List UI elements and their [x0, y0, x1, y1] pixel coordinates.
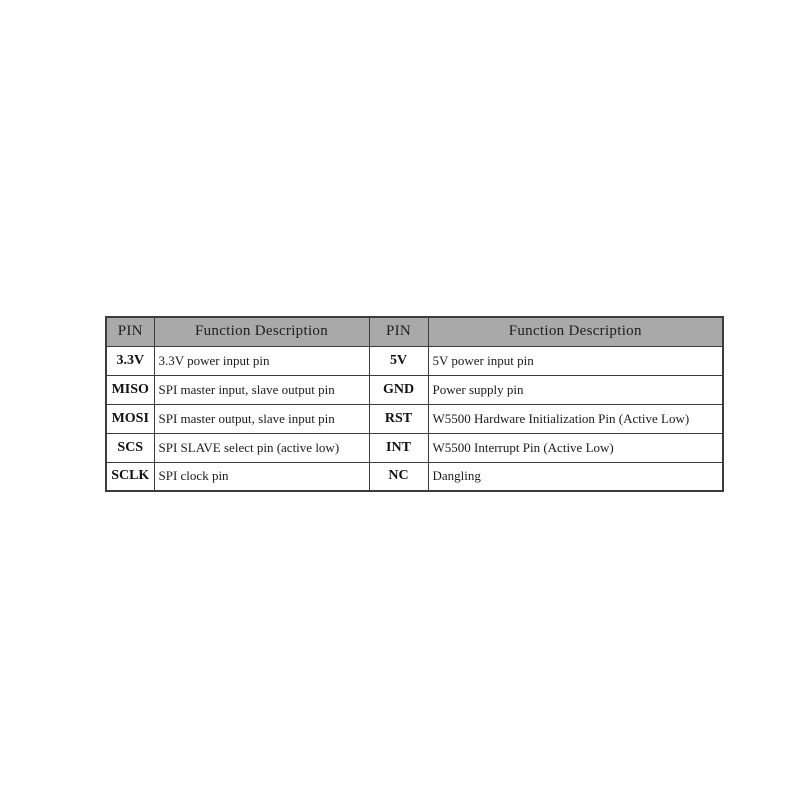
- pin-name-cell: MOSI: [106, 404, 154, 433]
- pin-desc-cell: SPI master output, slave input pin: [154, 404, 369, 433]
- table-row: [106, 462, 723, 491]
- pin-desc-cell: W5500 Hardware Initialization Pin (Active Low): [428, 404, 723, 433]
- table-row: [106, 375, 723, 404]
- pin-desc-cell: Power supply pin: [428, 375, 723, 404]
- pin-name-cell: SCLK: [106, 462, 154, 491]
- pinout-table-container: [105, 316, 724, 492]
- pin-name-cell: RST: [369, 404, 428, 433]
- pin-desc-cell: SPI master input, slave output pin: [154, 375, 369, 404]
- pin-name-cell: INT: [369, 433, 428, 462]
- pinout-table: [105, 316, 724, 492]
- pin-name-cell: NC: [369, 462, 428, 491]
- pin-name-cell: SCS: [106, 433, 154, 462]
- pin-name-cell: GND: [369, 375, 428, 404]
- pin-name-cell: 3.3V: [106, 346, 154, 375]
- header-desc-left: Function Description: [154, 317, 369, 346]
- header-pin-right: PIN: [369, 317, 428, 346]
- header-pin-left: PIN: [106, 317, 154, 346]
- table-header-row: [106, 317, 723, 346]
- pin-name-cell: MISO: [106, 375, 154, 404]
- table-row: [106, 404, 723, 433]
- table-row: [106, 346, 723, 375]
- table-row: [106, 433, 723, 462]
- pin-desc-cell: SPI SLAVE select pin (active low): [154, 433, 369, 462]
- pin-desc-cell: SPI clock pin: [154, 462, 369, 491]
- pin-desc-cell: W5500 Interrupt Pin (Active Low): [428, 433, 723, 462]
- pin-name-cell: 5V: [369, 346, 428, 375]
- pin-desc-cell: 3.3V power input pin: [154, 346, 369, 375]
- pin-desc-cell: 5V power input pin: [428, 346, 723, 375]
- pin-desc-cell: Dangling: [428, 462, 723, 491]
- header-desc-right: Function Description: [428, 317, 723, 346]
